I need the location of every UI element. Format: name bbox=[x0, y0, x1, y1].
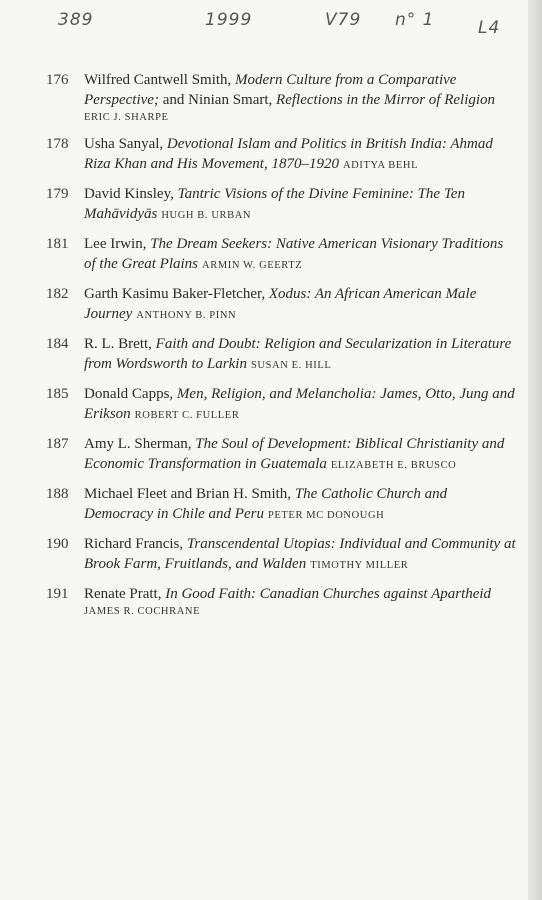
book-title: Transcendental Utopias: Individual and Community at Brook Farm, Fruitlands, and Walden bbox=[84, 536, 516, 572]
reviewer-name: ERIC J. SHARPE bbox=[84, 112, 169, 123]
citation bbox=[84, 70, 516, 126]
author-name: Usha Sanyal, bbox=[84, 136, 167, 152]
reviewer-name: ANTHONY B. PINN bbox=[136, 310, 237, 321]
contents-entry bbox=[46, 434, 516, 476]
citation bbox=[84, 584, 516, 620]
page-spine-shadow bbox=[528, 0, 542, 900]
page-number: 187 bbox=[46, 436, 69, 452]
book-title: Men, Religion, and Melancholia: James, Otto, Jung and Erikson bbox=[84, 386, 515, 422]
reviewer-name: ELIZABETH E. BRUSCO bbox=[330, 460, 457, 471]
second-author: and Ninian Smart, bbox=[158, 92, 277, 108]
reviewer-name: ROBERT C. FULLER bbox=[134, 410, 240, 421]
contents-entry bbox=[46, 334, 516, 376]
citation bbox=[84, 234, 516, 276]
reviewer-name: PETER MC DONOUGH bbox=[267, 510, 385, 521]
contents-entry bbox=[46, 284, 516, 326]
book-title: In Good Faith: Canadian Churches against Apartheid bbox=[165, 586, 492, 602]
contents-entry bbox=[46, 384, 516, 426]
handwritten-note-4: n° 1 bbox=[395, 10, 435, 30]
author-name: Renate Pratt, bbox=[84, 586, 166, 602]
contents-entry bbox=[46, 70, 516, 126]
reviewer-name: SUSAN E. HILL bbox=[250, 360, 332, 371]
contents-list bbox=[46, 70, 516, 628]
book-title: Faith and Doubt: Religion and Secularization in Literature from Wordsworth to Larkin bbox=[84, 336, 512, 372]
reviewer-name: ADITYA BEHL bbox=[342, 160, 419, 171]
page-number: 188 bbox=[46, 486, 69, 502]
book-title: Xodus: An African American Male Journey bbox=[84, 286, 477, 322]
reviewer-name: HUGH B. URBAN bbox=[161, 210, 252, 221]
reviewer-name: JAMES R. COCHRANE bbox=[84, 606, 201, 617]
contents-entry bbox=[46, 534, 516, 576]
reviewer-name: TIMOTHY MILLER bbox=[310, 560, 409, 571]
author-name: Wilfred Cantwell Smith, bbox=[84, 72, 236, 88]
page-number: 184 bbox=[46, 336, 69, 352]
contents-entry bbox=[46, 484, 516, 526]
book-title: Tantric Visions of the Divine Feminine: The Ten Mahāvidyās bbox=[84, 186, 465, 222]
page-number: 181 bbox=[46, 236, 69, 252]
page-number: 178 bbox=[46, 136, 69, 152]
author-name: Amy L. Sherman, bbox=[84, 436, 196, 452]
book-title: The Catholic Church and Democracy in Chile and Peru bbox=[84, 486, 448, 522]
author-name: R. L. Brett, bbox=[84, 336, 156, 352]
citation bbox=[84, 434, 516, 476]
author-name: Donald Capps, bbox=[84, 386, 177, 402]
author-name: Michael Fleet and Brian H. Smith, bbox=[84, 486, 295, 502]
page-number: 182 bbox=[46, 286, 69, 302]
author-name: David Kinsley, bbox=[84, 186, 178, 202]
book-title: Modern Culture from a Comparative Perspective; bbox=[84, 72, 457, 108]
book-title: The Dream Seekers: Native American Visionary Traditions of the Great Plains bbox=[84, 236, 504, 272]
citation bbox=[84, 184, 516, 226]
author-name: Richard Francis, bbox=[84, 536, 187, 552]
book-title: The Soul of Development: Biblical Christianity and Economic Transformation in Guatemala bbox=[84, 436, 505, 472]
author-name: Lee Irwin, bbox=[84, 236, 151, 252]
citation bbox=[84, 334, 516, 376]
handwritten-note-1: 389 bbox=[58, 10, 94, 30]
contents-entry bbox=[46, 234, 516, 276]
page-number: 179 bbox=[46, 186, 69, 202]
handwritten-note-3: V79 bbox=[325, 10, 362, 30]
book-title: Devotional Islam and Politics in British India: Ahmad Riza Khan and His Movement, 1870–1920 bbox=[84, 136, 493, 172]
citation bbox=[84, 384, 516, 426]
citation bbox=[84, 484, 516, 526]
contents-entry bbox=[46, 184, 516, 226]
handwritten-note-5: L4 bbox=[478, 18, 501, 38]
page-number: 185 bbox=[46, 386, 69, 402]
reviewer-name: ARMIN W. GEERTZ bbox=[202, 260, 303, 271]
second-book-title: Reflections in the Mirror of Religion bbox=[276, 92, 496, 108]
contents-entry bbox=[46, 134, 516, 176]
citation bbox=[84, 534, 516, 576]
citation bbox=[84, 134, 516, 176]
page-number: 190 bbox=[46, 536, 69, 552]
page-number: 176 bbox=[46, 72, 69, 88]
page-number: 191 bbox=[46, 586, 69, 602]
author-name: Garth Kasimu Baker-Fletcher, bbox=[84, 286, 269, 302]
contents-entry bbox=[46, 584, 516, 620]
citation bbox=[84, 284, 516, 326]
handwritten-note-2: 1999 bbox=[205, 10, 253, 30]
